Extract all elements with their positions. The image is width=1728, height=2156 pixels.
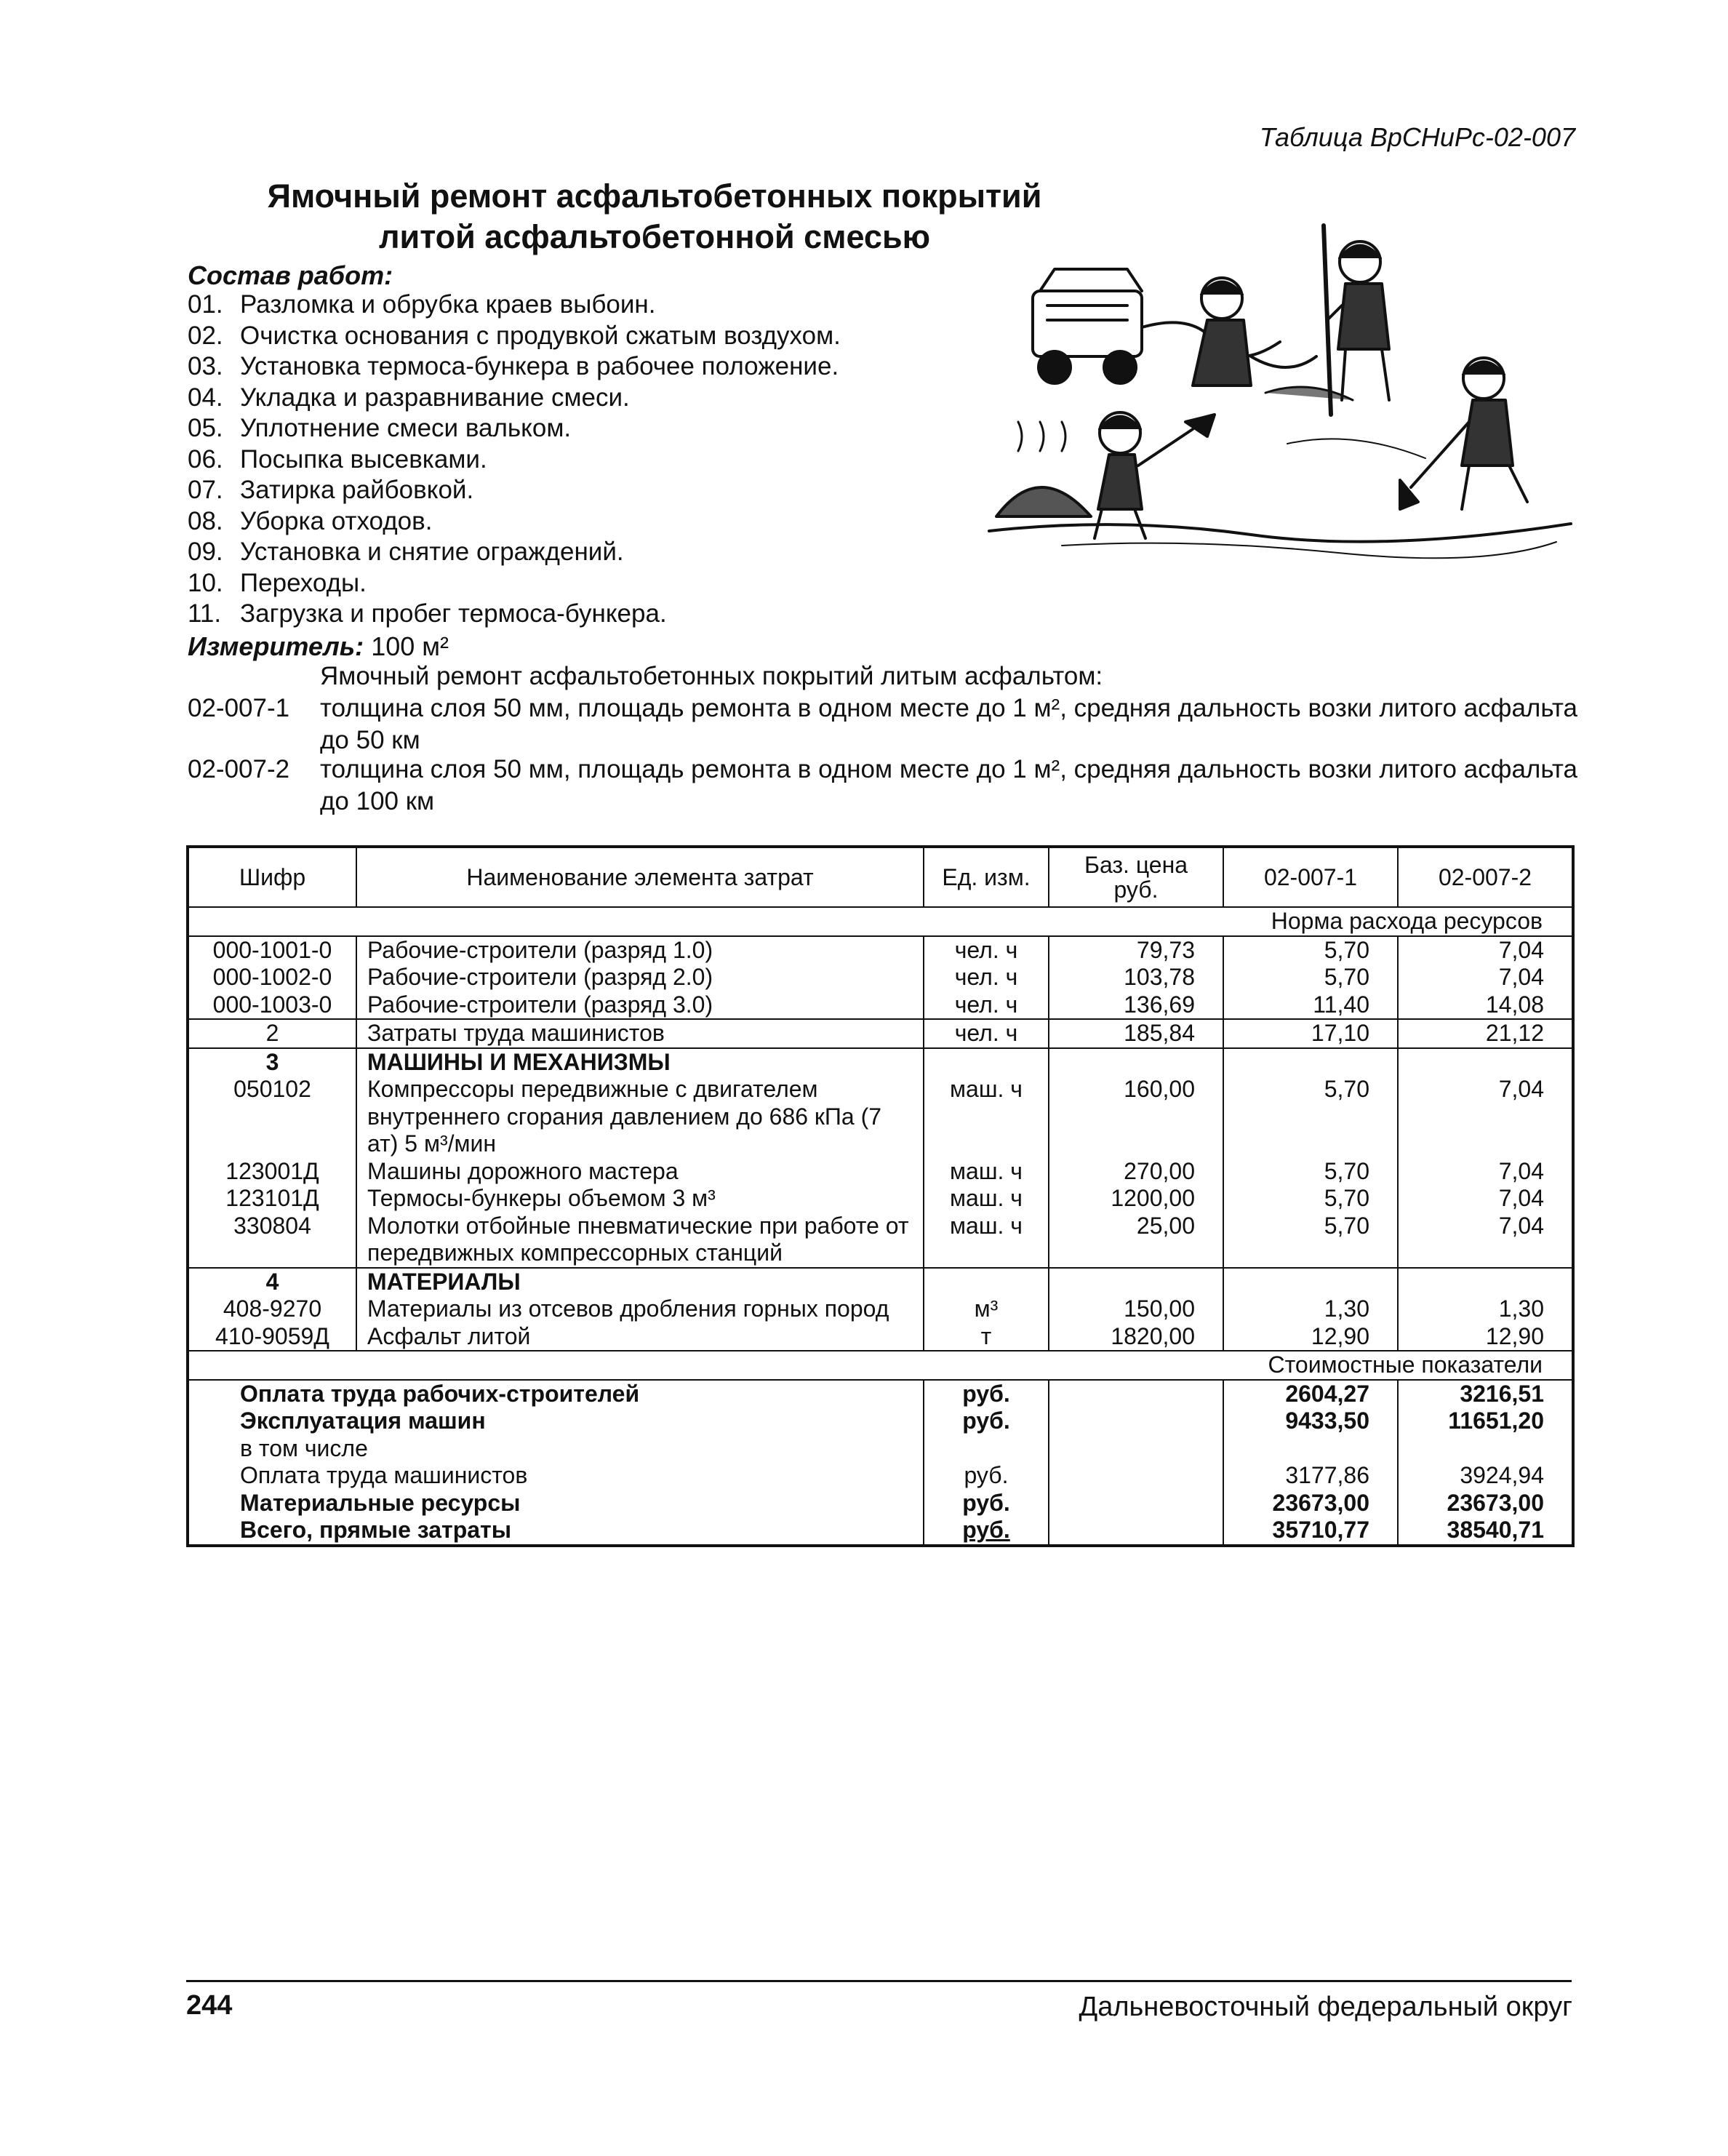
cell-empty [1049,1268,1223,1296]
cell-empty [1049,1048,1223,1077]
cell-unit: маш. ч [924,1185,1049,1213]
cost-row [188,1435,1573,1463]
variant-text: толщина слоя 50 мм, площадь ремонта в одном месте до 1 м², средняя дальность возки литого асфальта до 50 км [320,694,1577,754]
cost-price-empty [1049,1517,1223,1546]
cost-variant-1: 35710,77 [1223,1517,1398,1546]
cost-variant-1 [1223,1435,1398,1463]
work-text: Посыпка высевками. [240,444,487,474]
work-item [188,599,841,630]
work-number: 10. [188,568,223,597]
cell-variant-1: 5,70 [1223,964,1398,991]
work-item [188,290,841,321]
table-row [188,1019,1573,1048]
cell-name: Затраты труда машинистов [356,1019,924,1048]
cell-name: Материалы из отсевов дробления горных пород [356,1295,924,1323]
work-text: Установка термоса-бункера в рабочее положение. [240,352,839,380]
cell-code: 410-9059Д [188,1323,356,1352]
cell-variant-1: 5,70 [1223,1158,1398,1186]
header-variant-2: 02-007-2 [1398,847,1573,907]
cost-variant-2 [1398,1435,1573,1463]
cell-empty [1398,1048,1573,1077]
work-number: 11. [188,599,222,628]
work-item [188,321,841,352]
cell-variant-1: 5,70 [1223,1185,1398,1213]
cost-price-empty [1049,1490,1223,1517]
cell-price: 150,00 [1049,1295,1223,1323]
page-number: 244 [186,1990,233,2021]
table-reference: Таблица ВрСНиРс-02-007 [1259,122,1575,152]
table-body [188,907,1573,1546]
work-text: Разломка и обрубка краев выбоин. [240,290,656,319]
work-number: 01. [188,290,223,319]
group-title: МАШИНЫ И МЕХАНИЗМЫ [356,1048,924,1077]
work-text: Укладка и разравнивание смеси. [240,383,630,412]
cost-unit: руб. [924,1408,1049,1435]
cost-name: в том числе [188,1435,924,1463]
work-number: 06. [188,444,223,474]
cell-name: Рабочие-строители (разряд 2.0) [356,964,924,991]
cost-unit: руб. [924,1517,1049,1546]
group-title: МАТЕРИАЛЫ [356,1268,924,1296]
cell-code: 408-9270 [188,1295,356,1323]
meter [188,631,449,662]
cost-name: Всего, прямые затраты [188,1517,924,1546]
work-number: 02. [188,321,223,350]
table-row [188,1185,1573,1213]
cost-name: Оплата труда рабочих-строителей [188,1380,924,1408]
works-heading: Состав работ: [188,260,393,290]
cell-price: 79,73 [1049,936,1223,965]
header-code: Шифр [188,847,356,907]
title-line: Ямочный ремонт асфальтобетонных покрытий [267,177,1042,215]
cell-name: Молотки отбойные пневматические при работе от передвижных компрессорных станций [356,1213,924,1268]
cell-variant-1: 12,90 [1223,1323,1398,1352]
cell-unit: маш. ч [924,1213,1049,1268]
cell-price: 1820,00 [1049,1323,1223,1352]
works-list [188,290,841,630]
table-header-row [188,847,1573,907]
cell-unit: чел. ч [924,1019,1049,1048]
cell-unit: маш. ч [924,1076,1049,1158]
work-number: 05. [188,414,223,442]
header-unit: Ед. изм. [924,847,1049,907]
header-variant-1: 02-007-1 [1223,847,1398,907]
cell-unit: чел. ч [924,964,1049,991]
cost-price-empty [1049,1462,1223,1490]
cost-variant-2: 23673,00 [1398,1490,1573,1517]
cell-price: 103,78 [1049,964,1223,991]
work-number: 03. [188,352,223,380]
cell-empty [924,1268,1049,1296]
work-text: Затирка райбовкой. [240,476,474,504]
cell-empty [1223,1268,1398,1296]
cell-variant-2: 7,04 [1398,936,1573,965]
cell-code: 050102 [188,1076,356,1158]
norms-section-row [188,907,1573,936]
cell-code: 123101Д [188,1185,356,1213]
cell-code: 000-1003-0 [188,991,356,1020]
cell-variant-1: 11,40 [1223,991,1398,1020]
cell-name: Термосы-бункеры объемом 3 м³ [356,1185,924,1213]
cell-variant-2: 1,30 [1398,1295,1573,1323]
cell-unit: т [924,1323,1049,1352]
cell-price: 25,00 [1049,1213,1223,1268]
cell-variant-2: 7,04 [1398,964,1573,991]
cell-variant-1: 5,70 [1223,1213,1398,1268]
work-number: 08. [188,506,223,535]
cell-unit: м³ [924,1295,1049,1323]
cost-price-empty [1049,1435,1223,1463]
cell-variant-2: 12,90 [1398,1323,1573,1352]
cell-unit: маш. ч [924,1158,1049,1186]
cost-name: Эксплуатация машин [188,1408,924,1435]
work-item [188,444,841,476]
cost-variant-1: 23673,00 [1223,1490,1398,1517]
work-text: Переходы. [240,568,367,597]
cell-code: 4 [188,1268,356,1296]
cell-code: 123001Д [188,1158,356,1186]
variant-code: 02-007-2 [188,755,290,783]
cost-variant-2: 38540,71 [1398,1517,1573,1546]
cell-variant-2: 7,04 [1398,1185,1573,1213]
cell-name: Рабочие-строители (разряд 1.0) [356,936,924,965]
work-text: Установка и снятие ограждений. [240,538,624,566]
table-row [188,991,1573,1020]
table-row [188,964,1573,991]
work-text: Уплотнение смеси вальком. [240,414,572,442]
cell-price: 136,69 [1049,991,1223,1020]
footer-region: Дальневосточный федеральный округ [1079,1992,1572,2022]
cell-price: 270,00 [1049,1158,1223,1186]
variant-code: 02-007-1 [188,694,290,722]
cell-code: 000-1001-0 [188,936,356,965]
work-number: 04. [188,383,223,412]
cell-code: 000-1002-0 [188,964,356,991]
cost-row [188,1408,1573,1435]
cell-unit: чел. ч [924,936,1049,965]
cost-section-row [188,1351,1573,1380]
table-row [188,1323,1573,1352]
cost-name: Материальные ресурсы [188,1490,924,1517]
cost-name: Оплата труда машинистов [188,1462,924,1490]
title-line: литой асфальтобетонной смесью [378,218,931,255]
section-title: Норма расхода ресурсов [188,907,1573,936]
cell-variant-1: 5,70 [1223,1076,1398,1158]
road-workers-illustration [975,211,1585,575]
cost-row [188,1380,1573,1408]
cell-code: 3 [188,1048,356,1077]
work-item [188,568,841,599]
header-name: Наименование элемента затрат [356,847,924,907]
cost-unit: руб. [924,1490,1049,1517]
cost-unit: руб. [924,1462,1049,1490]
cell-unit: чел. ч [924,991,1049,1020]
cell-name: Компрессоры передвижные с двигателем внутреннего сгорания давлением до 686 кПа (7 ат) 5 м³/мин [356,1076,924,1158]
footer-rule [186,1980,1572,1982]
cost-row [188,1462,1573,1490]
cell-variant-2: 7,04 [1398,1076,1573,1158]
table-row [188,1213,1573,1268]
cost-variant-2: 11651,20 [1398,1408,1573,1435]
cost-row [188,1517,1573,1546]
work-text: Загрузка и пробег термоса-бункера. [240,599,667,628]
cost-unit: руб. [924,1380,1049,1408]
meter-value: 100 м² [371,631,449,661]
meter-label: Измеритель: [188,631,364,661]
section-title: Стоимостные показатели [188,1351,1573,1380]
cost-price-empty [1049,1408,1223,1435]
cell-variant-1: 1,30 [1223,1295,1398,1323]
cell-price: 185,84 [1049,1019,1223,1048]
group-title-row [188,1268,1573,1296]
variant-text: толщина слоя 50 мм, площадь ремонта в одном месте до 1 м², средняя дальность возки литого асфальта до 100 км [320,755,1577,815]
cell-variant-2: 21,12 [1398,1019,1573,1048]
cost-table [186,845,1575,1547]
table-row [188,1295,1573,1323]
table-row [188,1076,1573,1158]
work-item [188,537,841,568]
work-number: 07. [188,476,223,504]
cost-variant-2: 3924,94 [1398,1462,1573,1490]
cell-variant-2: 7,04 [1398,1213,1573,1268]
table-row [188,936,1573,965]
cell-variant-1: 5,70 [1223,936,1398,965]
cell-code: 2 [188,1019,356,1048]
cell-price: 160,00 [1049,1076,1223,1158]
cell-empty [1398,1268,1573,1296]
cell-price: 1200,00 [1049,1185,1223,1213]
cost-price-empty [1049,1380,1223,1408]
cell-code: 330804 [188,1213,356,1268]
cell-variant-2: 7,04 [1398,1158,1573,1186]
work-item [188,413,841,444]
work-text: Уборка отходов. [240,506,433,535]
work-item [188,383,841,414]
cell-variant-2: 14,08 [1398,991,1573,1020]
cell-name: Асфальт литой [356,1323,924,1352]
cost-variant-2: 3216,51 [1398,1380,1573,1408]
cell-name: Рабочие-строители (разряд 3.0) [356,991,924,1020]
work-text: Очистка основания с продувкой сжатым воздухом. [240,321,841,350]
variant-1 [188,692,1584,756]
group-title-row [188,1048,1573,1077]
cost-row [188,1490,1573,1517]
variant-2 [188,754,1584,818]
cost-variant-1: 3177,86 [1223,1462,1398,1490]
cell-empty [924,1048,1049,1077]
cell-empty [1223,1048,1398,1077]
header-price: Баз. цена руб. [1049,847,1223,907]
work-item [188,475,841,506]
work-item [188,351,841,383]
cell-name: Машины дорожного мастера [356,1158,924,1186]
cost-variant-1: 2604,27 [1223,1380,1398,1408]
cost-variant-1: 9433,50 [1223,1408,1398,1435]
work-number: 09. [188,538,223,566]
cost-unit [924,1435,1049,1463]
work-item [188,506,841,538]
description-intro: Ямочный ремонт асфальтобетонных покрытий литым асфальтом: [320,662,1103,690]
cell-variant-1: 17,10 [1223,1019,1398,1048]
table-row [188,1158,1573,1186]
